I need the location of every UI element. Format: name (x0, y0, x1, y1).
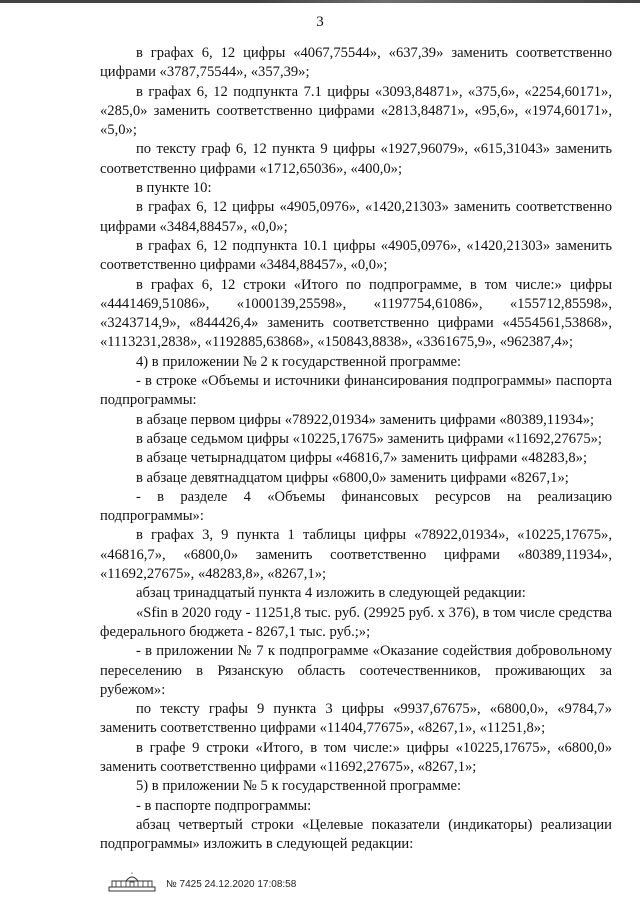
paragraph: «Sfin в 2020 году - 11251,8 тыс. руб. (29925 руб. х 376), в том числе средства федерального бюджета - 8267,1 тыс. руб.;»; (100, 604, 612, 640)
paragraph: по тексту граф 6, 12 пункта 9 цифры «1927,96079», «615,31043» заменить соответственно цифрами «1712,65036», «400,0»; (100, 141, 612, 177)
paragraph: - в разделе 4 «Объемы финансовых ресурсов на реализацию подпрограммы»: (100, 488, 612, 525)
paragraph: - в приложении № 7 к подпрограмме «Оказание содействия добровольному переселению в Рязанскую область соотечественников, проживающих за рубежом»: (100, 643, 612, 698)
paragraph: абзац тринадцатый пункта 4 изложить в следующей редакции: (136, 585, 526, 602)
paragraph: 4) в приложении № 2 к государственной программе: (136, 353, 462, 370)
paragraph: в абзаце четырнадцатом цифры «46816,7» заменить цифрами «48283,8»; (136, 450, 588, 467)
paragraph: - в паспорте подпрограммы: (136, 797, 312, 814)
paragraph: по тексту графы 9 пункта 3 цифры «9937,67675», «6800,0», «9784,7» заменить соответственно цифрами «11404,77675», «8267,1», «11251,8»; (100, 701, 612, 737)
document-registration-stamp: № 7425 24.12.2020 17:08:58 (166, 879, 297, 890)
paragraph: в графах 6, 12 подпункта 10.1 цифры «4905,0976», «1420,21303» заменить соответственно цифрами «3484,88457», «0,0»; (100, 237, 612, 274)
scan-top-edge (0, 0, 640, 3)
paragraph: в графах 6, 12 подпункта 7.1 цифры «3093,84871», «375,6», «2254,60171», «285,0» заменить соответственно цифрами «2813,84871», «95,6», «1974,60171», «5,0»; (100, 83, 612, 139)
paragraph: в абзаце девятнадцатом цифры «6800,0» заменить цифрами «8267,1»; (136, 469, 569, 486)
paragraph: в абзаце седьмом цифры «10225,17675» заменить цифрами «11692,27675»; (136, 430, 602, 447)
paragraph: в графе 9 строки «Итого, в том числе:» цифры «10225,17675», «6800,0» заменить соответственно цифрами «11692,27675», «8267,1»; (100, 739, 612, 775)
paragraph: в графах 6, 12 строки «Итого по подпрограмме, в том числе:» цифры «4441469,51086», «1000139,25598», «1197754,61086», «155712,85598», «3243714,9», «844426,4» заменить соответственно цифрами «4554561,53868», «1113231,2838», «1192885,63868», «150843,8838», «3361675,9», «962387,4»; (100, 276, 612, 351)
paragraph: в графах 6, 12 цифры «4067,75544», «637,39» заменить соответственно цифрами «3787,75544», «357,39»; (100, 45, 612, 81)
paragraph: в пункте 10: (136, 180, 212, 197)
document-footer (108, 872, 296, 892)
page-number: 3 (316, 14, 324, 30)
paragraph: 5) в приложении № 5 к государственной программе: (136, 778, 462, 795)
paragraph: в абзаце первом цифры «78922,01934» заменить цифрами «80389,11934»; (136, 411, 595, 428)
registry-stamp-icon (108, 872, 156, 892)
paragraph: абзац четвертый строки «Целевые показатели (индикаторы) реализации подпрограммы» изложить в следующей редакции: (100, 816, 612, 853)
paragraph: в графах 3, 9 пункта 1 таблицы цифры «78922,01934», «10225,17675», «46816,7», «6800,0» заменить соответственно цифрами «80389,11934», «11692,27675», «48283,8», «8267,1»; (100, 527, 612, 583)
document-body (100, 44, 612, 854)
paragraph: в графах 6, 12 цифры «4905,0976», «1420,21303» заменить соответственно цифрами «3484,88457», «0,0»; (100, 199, 612, 235)
paragraph: - в строке «Объемы и источники финансирования подпрограммы» паспорта подпрограммы: (100, 373, 612, 409)
